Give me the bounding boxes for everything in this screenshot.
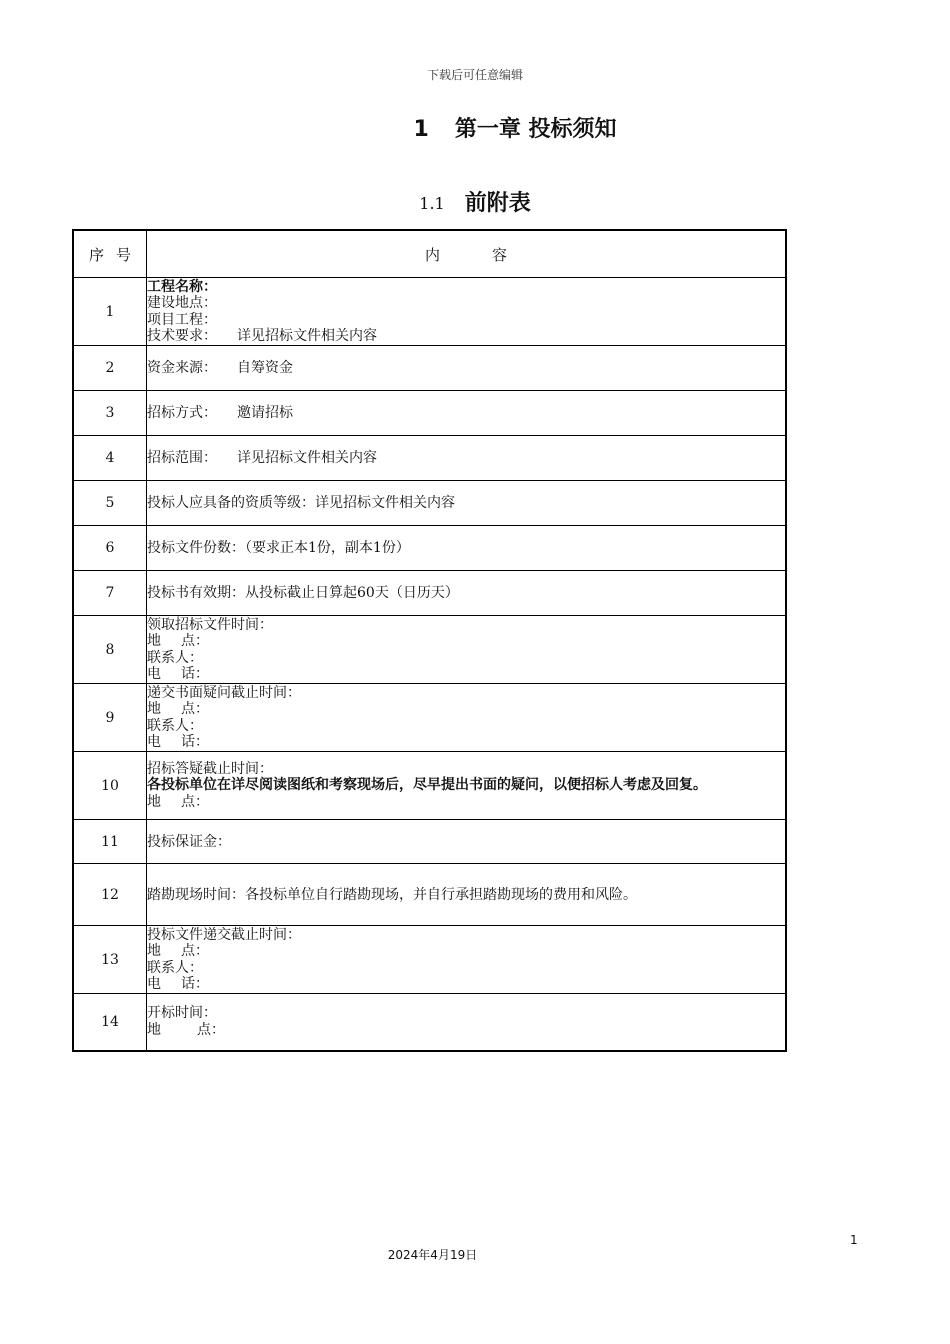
row-number: 10 [73, 752, 147, 820]
table-row [73, 526, 786, 571]
row-content: 投标保证金： [147, 820, 787, 864]
row-number: 1 [73, 278, 147, 346]
row-content: 资金来源： 自筹资金 [147, 346, 787, 391]
chapter-number: 1 [413, 117, 429, 142]
table-header-row [73, 230, 786, 278]
row-content: 递交书面疑问截止时间： 地 点： 联系人： 电 话： [147, 684, 787, 752]
table-row [73, 616, 786, 684]
row-content: 踏勘现场时间：各投标单位自行踏勘现场，并自行承担踏勘现场的费用和风险。 [147, 864, 787, 926]
row-content: 工程名称： 建设地点： 项目工程： 技术要求： 详见招标文件相关内容 [147, 278, 787, 346]
table-row [73, 278, 786, 346]
row-number: 7 [73, 571, 147, 616]
section-title-text: 前附表 [464, 191, 531, 216]
header-note: 下载后可任意编辑 [426, 68, 523, 82]
table-row [73, 752, 786, 820]
row-content: 招标范围： 详见招标文件相关内容 [147, 436, 787, 481]
row-number: 13 [73, 926, 147, 994]
section-number: 1.1 [419, 194, 445, 213]
table-row [73, 684, 786, 752]
chapter-title-text: 第一章 投标须知 [454, 117, 617, 142]
row-number: 12 [73, 864, 147, 926]
row-content: 投标文件递交截止时间： 地 点： 联系人： 电 话： [147, 926, 787, 994]
column-header-content: 内 容 [147, 230, 787, 278]
table-row [73, 481, 786, 526]
row-number: 6 [73, 526, 147, 571]
row-number: 2 [73, 346, 147, 391]
section-title [0, 186, 950, 217]
page-number: 1 [850, 1233, 858, 1247]
row-number: 14 [73, 994, 147, 1051]
front-appendix-table [72, 229, 787, 1052]
row-number: 8 [73, 616, 147, 684]
table-row [73, 436, 786, 481]
row-number: 4 [73, 436, 147, 481]
row-content: 领取招标文件时间： 地 点： 联系人： 电 话： [147, 616, 787, 684]
row-content: 投标书有效期：从投标截止日算起60天（日历天） [147, 571, 787, 616]
row-number: 3 [73, 391, 147, 436]
row-number: 5 [73, 481, 147, 526]
row-number: 9 [73, 684, 147, 752]
footer-date: 2024年4月19日 [387, 1248, 478, 1262]
table-row [73, 994, 786, 1051]
row-content: 开标时间： 地 点： [147, 994, 787, 1051]
table-row [73, 926, 786, 994]
column-header-no: 序 号 [73, 230, 147, 278]
row-content: 招标方式： 邀请招标 [147, 391, 787, 436]
row-content: 投标人应具备的资质等级：详见招标文件相关内容 [147, 481, 787, 526]
row-number: 11 [73, 820, 147, 864]
row-content: 投标文件份数：（要求正本1份，副本1份） [147, 526, 787, 571]
table-row [73, 864, 786, 926]
row-content: 招标答疑截止时间： 各投标单位在详尽阅读图纸和考察现场后，尽早提出书面的疑问，以便招标人考虑及回复。 地 点： [147, 752, 787, 820]
table-row [73, 571, 786, 616]
table-row [73, 391, 786, 436]
chapter-title [0, 112, 950, 143]
table-row [73, 820, 786, 864]
table-row [73, 346, 786, 391]
